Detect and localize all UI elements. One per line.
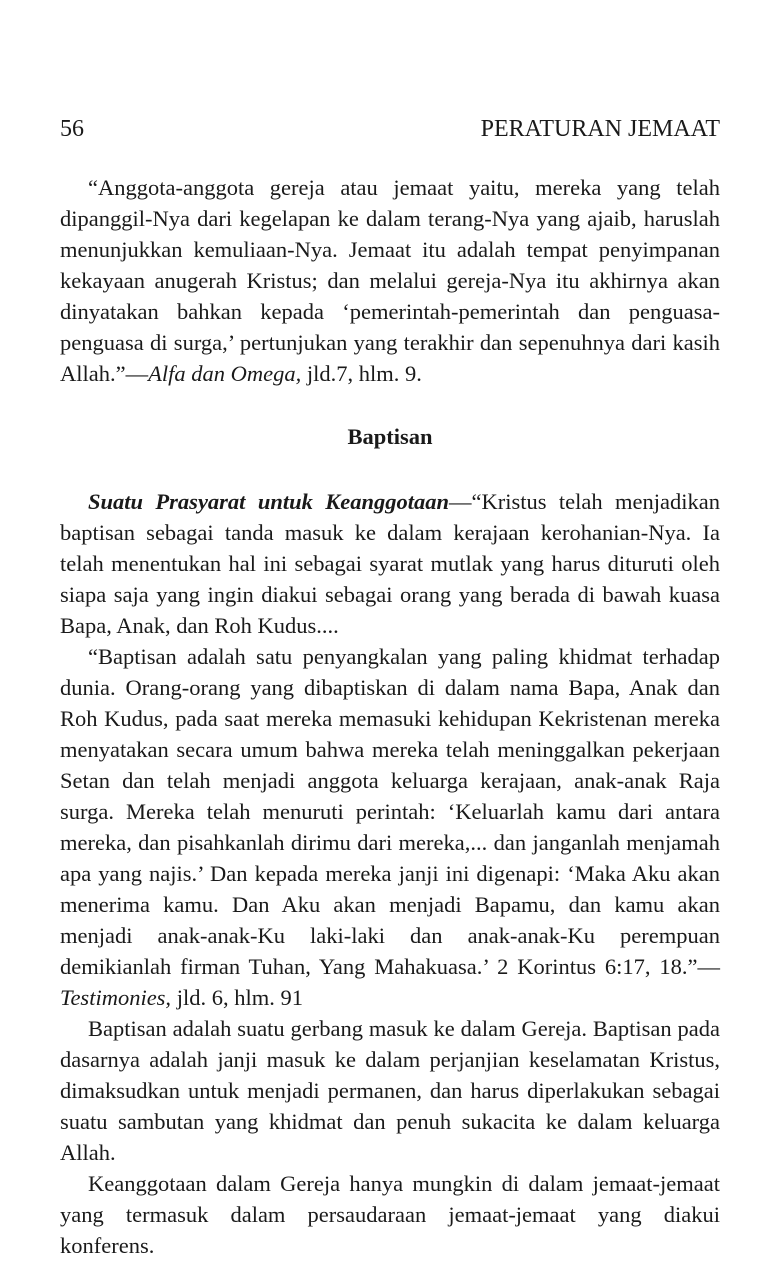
paragraph-lead-title: Suatu Prasyarat untuk Keanggotaan: [88, 489, 450, 514]
running-head: [60, 114, 720, 144]
citation-title: Alfa dan Omega,: [148, 361, 302, 386]
citation-ref: jld. 6, hlm. 91: [171, 985, 303, 1010]
citation-ref: jld.7, hlm. 9.: [301, 361, 422, 386]
section-heading: Baptisan: [347, 424, 433, 449]
paragraph-prerequisite: [60, 486, 720, 641]
page-number: 56: [60, 116, 84, 142]
paragraph-text: “Baptisan adalah satu penyangkalan yang paling khidmat terhadap dunia. Orang-orang yang dibaptiskan di dalam nama Bapa, Anak dan Roh Kudus, pada saat mereka memasuki kehidupan Kekristenan mereka menyatakan secara umum bahwa mereka telah meninggalkan pekerjaan Setan dan telah menjadi anggota keluarga kerajaan, anak-anak Raja surga. Mereka telah menuruti perintah: ‘Keluarlah kamu dari antara mereka, dan pisahkanlah dirimu dari mereka,... dan janganlah menjamah apa yang najis.’ Dan kepada mereka janji ini digenapi: ‘Maka Aku akan menerima kamu. Dan Aku akan menjadi Bapamu, dan kamu akan menjadi anak-anak-Ku laki-laki dan anak-anak-Ku perempuan demikianlah firman Tuhan, Yang Mahakuasa.’ 2 Korintus 6:17, 18.”—: [60, 644, 720, 979]
paragraph-text: “Anggota-anggota gereja atau jemaat yaitu, mereka yang telah dipanggil-Nya dari kegelapan ke dalam terang-Nya yang ajaib, haruslah menunjukkan kemuliaan-Nya. Jemaat itu adalah tempat penyimpanan kekayaan anugerah Kristus; dan melalui gereja-Nya itu akhirnya akan dinyatakan bahkan kepada ‘pemerintah-pemerintah dan penguasa-penguasa di surga,’ pertunjukan yang terakhir dan sepenuhnya dari kasih Allah.”—: [60, 175, 720, 386]
page-body: [60, 172, 720, 1261]
paragraph-quote-2: [60, 641, 720, 1013]
citation-title: Testimonies,: [60, 985, 172, 1010]
paragraph-quote-1: [60, 172, 720, 389]
paragraph-gateway: Baptisan adalah suatu gerbang masuk ke dalam Gereja. Baptisan pada dasarnya adalah janji masuk ke dalam perjanjian keselamatan Kristus, dimaksudkan untuk menjadi permanen, dan harus diperlakukan sebagai suatu sambutan yang khidmat dan penuh sukacita ke dalam keluarga Allah.: [60, 1016, 720, 1165]
paragraph-text: —“Kristus telah menjadikan baptisan sebagai tanda masuk ke dalam kerajaan kerohanian-Nya. Ia telah menentukan hal ini sebagai syarat mutlak yang harus dituruti oleh siapa saja yang ingin diakui sebagai orang yang berada di bawah kuasa Bapa, Anak, dan Roh Kudus....: [60, 489, 720, 638]
running-title: PERATURAN JEMAAT: [480, 116, 720, 142]
paragraph-membership: Keanggotaan dalam Gereja hanya mungkin di dalam jemaat-jemaat yang termasuk dalam persaudaraan jemaat-jemaat yang diakui konferens.: [60, 1171, 720, 1258]
